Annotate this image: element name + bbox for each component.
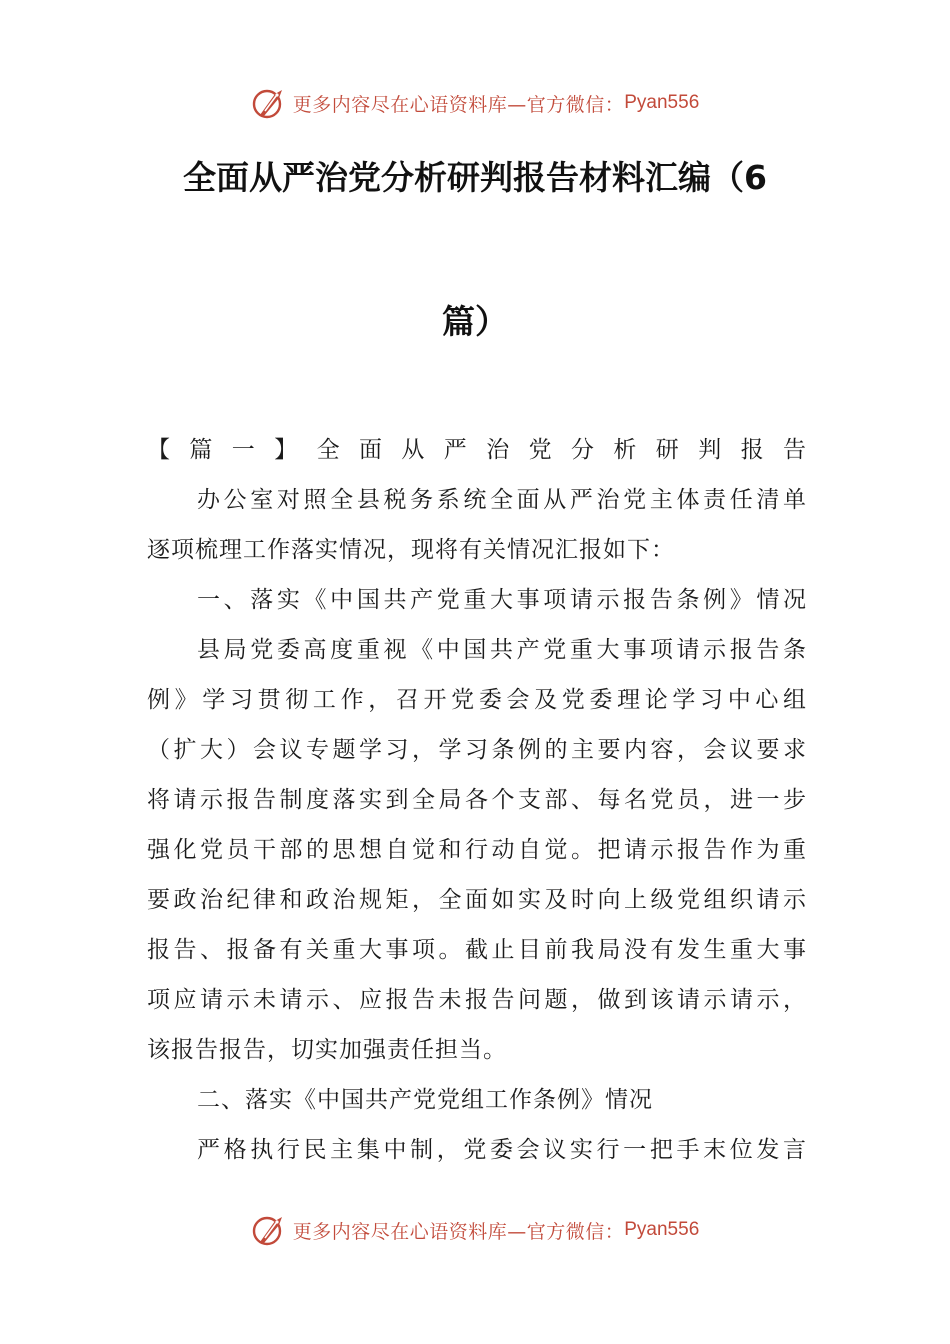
paragraph-line: 将请示报告制度落实到全局各个支部、每名党员，进一步 xyxy=(147,787,807,813)
paragraph-line: （扩大）会议专题学习，学习条例的主要内容，会议要求 xyxy=(147,737,807,763)
paragraph-line: 例》学习贯彻工作，召开党委会及党委理论学习中心组 xyxy=(147,687,807,713)
paragraph-line: 强化党员干部的思想自觉和行动自觉。把请示报告作为重 xyxy=(147,837,807,863)
paragraph-line: 项应请示未请示、应报告未报告问题，做到该请示请示， xyxy=(147,987,807,1013)
paragraph-line: 逐项梳理工作落实情况，现将有关情况汇报如下： xyxy=(147,537,675,563)
pen-nib-logo-icon xyxy=(251,1212,287,1248)
watermark-banner-bottom xyxy=(0,1210,950,1250)
watermark-banner-top xyxy=(0,83,950,123)
paragraph-line: 严格执行民主集中制，党委会议实行一把手末位发言 xyxy=(197,1137,807,1163)
subheading-2: 二、落实《中国共产党党组工作条例》情况 xyxy=(197,1087,653,1113)
paragraph-line: 该报告报告，切实加强责任担当。 xyxy=(147,1037,507,1063)
paragraph-line: 办公室对照全县税务系统全面从严治党主体责任清单 xyxy=(197,487,807,513)
paragraph-line: 县局党委高度重视《中国共产党重大事项请示报告条 xyxy=(197,637,807,663)
paragraph-line: 要政治纪律和政治规矩，全面如实及时向上级党组织请示 xyxy=(147,887,807,913)
watermark-text: 更多内容尽在心语资料库—官方微信： xyxy=(292,1220,625,1243)
watermark-text: 更多内容尽在心语资料库—官方微信： xyxy=(292,93,625,116)
document-title-line-1: 全面从严治党分析研判报告材料汇编（6 xyxy=(183,158,767,197)
pen-nib-logo-icon xyxy=(251,85,287,121)
watermark-contact: Pyan556 xyxy=(624,1219,700,1240)
section-heading: 【篇一】全面从严治党分析研判报告 xyxy=(147,437,807,463)
paragraph-line: 报告、报备有关重大事项。截止目前我局没有发生重大事 xyxy=(147,937,807,963)
watermark-contact: Pyan556 xyxy=(624,92,700,113)
document-title-line-2: 篇） xyxy=(442,302,508,341)
subheading-1: 一、落实《中国共产党重大事项请示报告条例》情况 xyxy=(197,587,807,613)
